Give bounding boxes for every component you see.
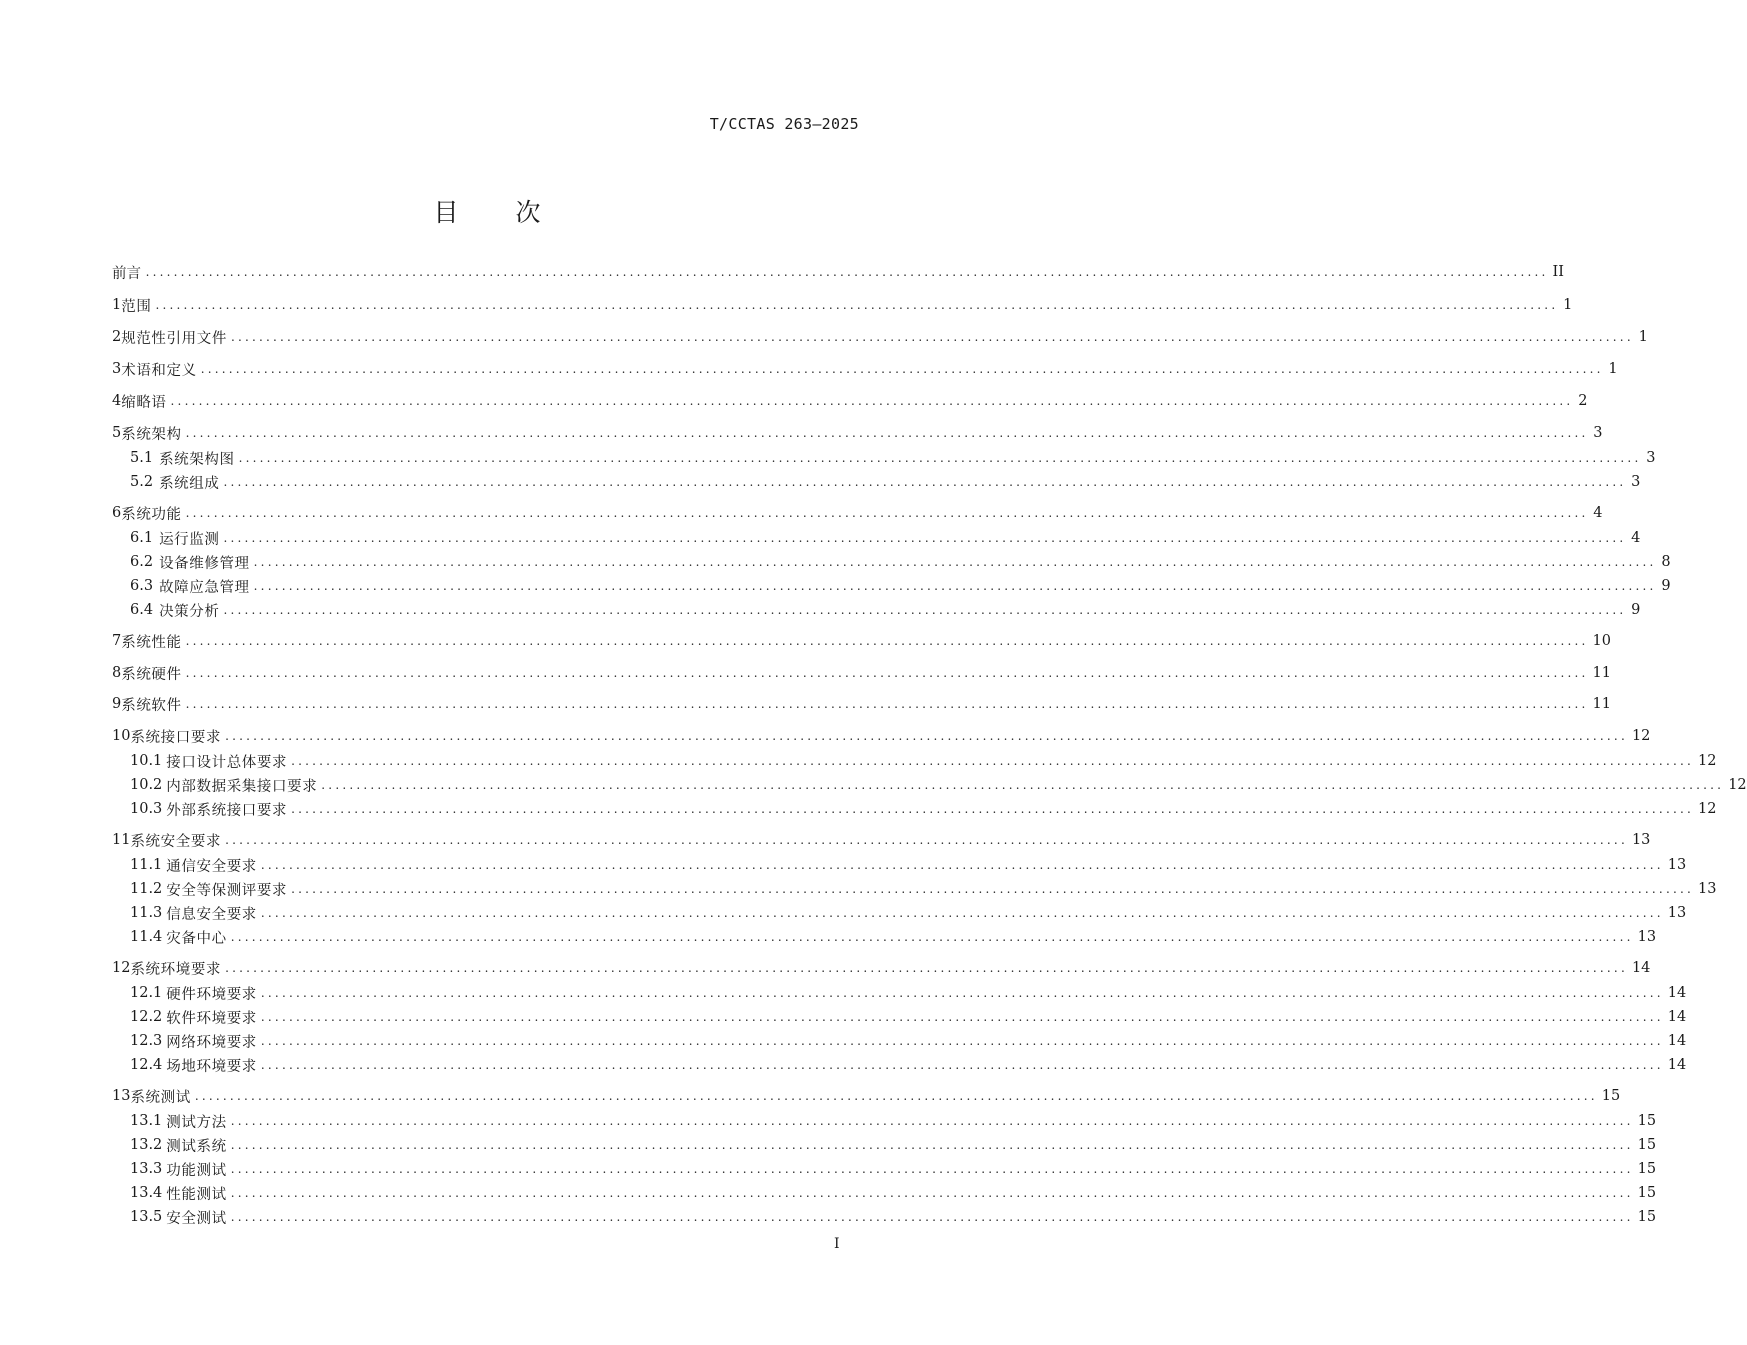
toc-entry[interactable] bbox=[112, 629, 1611, 653]
toc-entry-page: 1 bbox=[1608, 361, 1618, 377]
toc-entry-page: 2 bbox=[1578, 393, 1588, 409]
dot-leader: ........................................................................................................................................................................................................ bbox=[170, 394, 1574, 408]
dot-leader: ........................................................................................................................................................................................................ bbox=[260, 906, 1664, 920]
title-char-1: 目 bbox=[433, 198, 460, 227]
toc-entry-label: 言 bbox=[126, 265, 142, 282]
dot-leader: ........................................................................................................................................................................................................ bbox=[185, 666, 1589, 680]
dot-leader: ........................................................................................................................................................................................................ bbox=[185, 426, 1589, 440]
toc-entry-page: 11 bbox=[1592, 665, 1611, 681]
toc-entry-page: 15 bbox=[1637, 1161, 1657, 1177]
toc-entry-label: 运行监测 bbox=[159, 531, 220, 548]
dot-leader: ........................................................................................................................................................................................................ bbox=[253, 579, 1657, 593]
toc-entry-label: 软件环境要求 bbox=[166, 1010, 257, 1027]
toc-entry[interactable] bbox=[112, 724, 1651, 748]
toc-entry-number: 12 bbox=[112, 960, 131, 976]
toc-entry-label: 系统架构图 bbox=[159, 451, 235, 468]
toc-entry-page: 8 bbox=[1661, 554, 1671, 570]
toc-entry[interactable] bbox=[130, 1181, 1657, 1205]
toc-entry-page: 12 bbox=[1698, 801, 1717, 817]
toc-entry[interactable] bbox=[130, 446, 1656, 470]
toc-entry-number: 10 bbox=[112, 728, 131, 744]
toc-entry-page: 14 bbox=[1667, 985, 1687, 1001]
toc-entry[interactable] bbox=[130, 1053, 1687, 1077]
toc-entry-label: 安全测试 bbox=[166, 1210, 227, 1227]
toc-entry-number: 13.4 bbox=[130, 1185, 163, 1201]
dot-leader: ........................................................................................................................................................................................................ bbox=[155, 298, 1559, 312]
toc-entry-page: 4 bbox=[1593, 505, 1603, 521]
toc-entry-page: 15 bbox=[1601, 1088, 1621, 1104]
toc-entry[interactable] bbox=[130, 1133, 1657, 1157]
toc-entry[interactable] bbox=[130, 1005, 1687, 1029]
toc-entry-label: 故障应急管理 bbox=[159, 579, 250, 596]
toc-entry-number: 13 bbox=[112, 1088, 131, 1104]
toc-entry[interactable] bbox=[130, 749, 1717, 773]
toc-entry-number: 2 bbox=[112, 329, 122, 345]
toc-entry-number: 5 bbox=[112, 425, 122, 441]
toc-entry-page: 3 bbox=[1593, 425, 1603, 441]
dot-leader: ........................................................................................................................................................................................................ bbox=[260, 1058, 1664, 1072]
dot-leader: ........................................................................................................................................................................................................ bbox=[230, 1210, 1634, 1224]
dot-leader: ........................................................................................................................................................................................................ bbox=[223, 475, 1627, 489]
toc-entry-label: 规范性引用文件 bbox=[121, 330, 227, 347]
toc-entry-number: 7 bbox=[112, 633, 122, 649]
toc-entry-page: II bbox=[1552, 264, 1564, 280]
toc-entry-number: 6.4 bbox=[130, 602, 154, 618]
dot-leader: ........................................................................................................................................................................................................ bbox=[225, 729, 1628, 743]
toc-entry-number: 6 bbox=[112, 505, 122, 521]
toc-entry-number: 5.1 bbox=[130, 450, 154, 466]
toc-entry-number: 6.2 bbox=[130, 554, 154, 570]
toc-entry[interactable] bbox=[130, 598, 1641, 622]
standard-number: T/CCTAS 263—2025 bbox=[709, 115, 859, 133]
toc-entry-number: 6.1 bbox=[130, 530, 154, 546]
toc-entry-label: 设备维修管理 bbox=[159, 555, 250, 572]
toc-entry-number: 13.3 bbox=[130, 1161, 163, 1177]
toc-entry[interactable] bbox=[112, 421, 1603, 445]
toc-entry-page: 13 bbox=[1698, 881, 1717, 897]
toc-entry[interactable] bbox=[130, 773, 1747, 797]
toc-entry-number: 10.2 bbox=[130, 777, 163, 793]
dot-leader: ........................................................................................................................................................................................................ bbox=[223, 531, 1627, 545]
toc-entry-number: 前 bbox=[112, 265, 127, 282]
toc-entry-page: 14 bbox=[1667, 1033, 1687, 1049]
toc-entry-label: 系统性能 bbox=[121, 634, 182, 651]
toc-entry-number: 3 bbox=[112, 361, 122, 377]
toc-entry-number: 4 bbox=[112, 393, 122, 409]
toc-entry-label: 范围 bbox=[121, 298, 152, 315]
toc-entry-label: 网络环境要求 bbox=[166, 1034, 257, 1051]
dot-leader: ........................................................................................................................................................................................................ bbox=[225, 833, 1628, 847]
toc-entry-label: 信息安全要求 bbox=[166, 906, 257, 923]
toc-entry-number: 13.2 bbox=[130, 1137, 163, 1153]
toc-entry[interactable] bbox=[112, 1084, 1621, 1108]
toc-entry-label: 系统软件 bbox=[121, 697, 182, 714]
dot-leader: ........................................................................................................................................................................................................ bbox=[291, 754, 1694, 768]
toc-entry-page: 3 bbox=[1631, 474, 1641, 490]
toc-entry-number: 11.2 bbox=[130, 881, 163, 897]
toc-entry[interactable] bbox=[130, 901, 1687, 925]
toc-entry-page: 15 bbox=[1637, 1209, 1657, 1225]
dot-leader: ........................................................................................................................................................................................................ bbox=[185, 697, 1589, 711]
toc-entry[interactable] bbox=[112, 692, 1611, 716]
footer-page-number: I bbox=[834, 1236, 840, 1252]
toc-entry-page: 12 bbox=[1728, 777, 1747, 793]
toc-entry-page: 10 bbox=[1592, 633, 1611, 649]
dot-leader: ........................................................................................................................................................................................................ bbox=[230, 330, 1634, 344]
toc-entry-number: 9 bbox=[112, 696, 122, 712]
toc-entry-page: 13 bbox=[1667, 905, 1687, 921]
dot-leader: ........................................................................................................................................................................................................ bbox=[223, 603, 1627, 617]
toc-entry-page: 1 bbox=[1563, 297, 1573, 313]
toc-entry-page: 3 bbox=[1646, 450, 1656, 466]
toc-entry-number: 13.5 bbox=[130, 1209, 163, 1225]
toc-entry-label: 通信安全要求 bbox=[166, 858, 257, 875]
toc-entry[interactable] bbox=[112, 828, 1651, 852]
toc-entry-label: 系统架构 bbox=[121, 426, 182, 443]
toc-entry-label: 系统接口要求 bbox=[130, 729, 222, 746]
toc-entry-page: 12 bbox=[1698, 753, 1717, 769]
toc-entry[interactable] bbox=[112, 293, 1573, 317]
toc-entry[interactable] bbox=[130, 853, 1687, 877]
toc-entry-number: 11.4 bbox=[130, 929, 163, 945]
toc-entry-label: 测试方法 bbox=[166, 1114, 227, 1131]
toc-entry-label: 系统测试 bbox=[130, 1089, 191, 1106]
toc-entry-label: 测试系统 bbox=[166, 1138, 227, 1155]
dot-leader: ........................................................................................................................................................................................................ bbox=[253, 555, 1657, 569]
toc-entry-number: 5.2 bbox=[130, 474, 154, 490]
dot-leader: ........................................................................................................................................................................................................ bbox=[185, 634, 1589, 648]
toc-entry-number: 11.3 bbox=[130, 905, 163, 921]
toc-entry[interactable] bbox=[112, 260, 1564, 284]
dot-leader: ........................................................................................................................................................................................................ bbox=[230, 1162, 1634, 1176]
toc-entry[interactable] bbox=[130, 1109, 1657, 1133]
toc-entry-label: 内部数据采集接口要求 bbox=[166, 778, 318, 795]
dot-leader: ........................................................................................................................................................................................................ bbox=[185, 506, 1589, 520]
toc-entry-number: 10.3 bbox=[130, 801, 163, 817]
toc-entry-number: 11 bbox=[112, 832, 131, 848]
toc-entry-page: 4 bbox=[1631, 530, 1641, 546]
dot-leader: ........................................................................................................................................................................................................ bbox=[260, 858, 1664, 872]
toc-entry[interactable] bbox=[130, 1029, 1687, 1053]
toc-entry-label: 灾备中心 bbox=[166, 930, 227, 947]
toc-entry[interactable] bbox=[130, 877, 1717, 901]
toc-entry[interactable] bbox=[130, 1205, 1657, 1229]
toc-entry-label: 系统环境要求 bbox=[130, 961, 222, 978]
dot-leader: ........................................................................................................................................................................................................ bbox=[291, 802, 1694, 816]
toc-entry-page: 15 bbox=[1637, 1113, 1657, 1129]
dot-leader: ........................................................................................................................................................................................................ bbox=[230, 1138, 1634, 1152]
title-char-2: 次 bbox=[515, 198, 542, 227]
toc-entry[interactable] bbox=[130, 574, 1671, 598]
toc-entry-number: 12.4 bbox=[130, 1057, 163, 1073]
toc-entry-label: 系统硬件 bbox=[121, 666, 182, 683]
toc-entry-page: 11 bbox=[1592, 696, 1611, 712]
toc-entry-page: 15 bbox=[1637, 1137, 1657, 1153]
toc-entry[interactable] bbox=[112, 389, 1588, 413]
toc-entry-page: 12 bbox=[1631, 728, 1651, 744]
dot-leader: ........................................................................................................................................................................................................ bbox=[230, 1186, 1634, 1200]
toc-entry-label: 硬件环境要求 bbox=[166, 986, 257, 1003]
toc-entry[interactable] bbox=[130, 1157, 1657, 1181]
toc-entry-number: 12.1 bbox=[130, 985, 163, 1001]
dot-leader: ........................................................................................................................................................................................................ bbox=[200, 362, 1604, 376]
toc-entry-number: 1 bbox=[112, 297, 122, 313]
toc-entry-page: 14 bbox=[1667, 1009, 1687, 1025]
toc-entry-label: 系统安全要求 bbox=[130, 833, 222, 850]
toc-entry-page: 15 bbox=[1637, 1185, 1657, 1201]
toc-entry-label: 系统组成 bbox=[159, 475, 220, 492]
toc-entry-page: 9 bbox=[1631, 602, 1641, 618]
toc-entry-label: 场地环境要求 bbox=[166, 1058, 257, 1075]
dot-leader: ........................................................................................................................................................................................................ bbox=[260, 1010, 1664, 1024]
toc-entry[interactable] bbox=[130, 470, 1641, 494]
toc-entry-number: 6.3 bbox=[130, 578, 154, 594]
toc-entry-label: 外部系统接口要求 bbox=[166, 802, 288, 819]
toc-entry-label: 功能测试 bbox=[166, 1162, 227, 1179]
toc-entry[interactable] bbox=[112, 501, 1603, 525]
toc-entry-label: 缩略语 bbox=[121, 394, 167, 411]
dot-leader: ........................................................................................................................................................................................................ bbox=[260, 986, 1664, 1000]
toc-entry-label: 安全等保测评要求 bbox=[166, 882, 288, 899]
dot-leader: ........................................................................................................................................................................................................ bbox=[321, 778, 1725, 792]
toc-entry[interactable] bbox=[130, 797, 1717, 821]
toc-entry-number: 11.1 bbox=[130, 857, 163, 873]
toc-entry-label: 术语和定义 bbox=[121, 362, 197, 379]
toc-entry[interactable] bbox=[112, 956, 1651, 980]
toc-entry[interactable] bbox=[112, 325, 1648, 349]
toc-entry[interactable] bbox=[130, 981, 1687, 1005]
dot-leader: ........................................................................................................................................................................................................ bbox=[230, 1114, 1634, 1128]
toc-entry-page: 13 bbox=[1631, 832, 1651, 848]
toc-entry[interactable] bbox=[130, 550, 1671, 574]
toc-entry-number: 12.2 bbox=[130, 1009, 163, 1025]
dot-leader: ........................................................................................................................................................................................................ bbox=[145, 265, 1549, 279]
dot-leader: ........................................................................................................................................................................................................ bbox=[291, 882, 1694, 896]
toc-entry[interactable] bbox=[130, 925, 1657, 949]
dot-leader: ........................................................................................................................................................................................................ bbox=[238, 451, 1642, 465]
dot-leader: ........................................................................................................................................................................................................ bbox=[230, 930, 1634, 944]
dot-leader: ........................................................................................................................................................................................................ bbox=[260, 1034, 1664, 1048]
toc-entry-label: 性能测试 bbox=[166, 1186, 227, 1203]
toc-entry-label: 接口设计总体要求 bbox=[166, 754, 288, 771]
toc-entry-label: 系统功能 bbox=[121, 506, 182, 523]
toc-entry[interactable] bbox=[112, 357, 1618, 381]
toc-entry-label: 决策分析 bbox=[159, 603, 220, 620]
toc-entry[interactable] bbox=[130, 526, 1641, 550]
page-title bbox=[0, 193, 975, 229]
toc-entry-page: 14 bbox=[1631, 960, 1651, 976]
toc-entry-page: 1 bbox=[1638, 329, 1648, 345]
toc-entry-page: 14 bbox=[1667, 1057, 1687, 1073]
toc-entry-number: 8 bbox=[112, 665, 122, 681]
toc-entry-number: 12.3 bbox=[130, 1033, 163, 1049]
toc-entry-number: 10.1 bbox=[130, 753, 163, 769]
toc-entry-page: 9 bbox=[1661, 578, 1671, 594]
toc-entry[interactable] bbox=[112, 661, 1611, 685]
toc-entry-number: 13.1 bbox=[130, 1113, 163, 1129]
dot-leader: ........................................................................................................................................................................................................ bbox=[225, 961, 1628, 975]
dot-leader: ........................................................................................................................................................................................................ bbox=[194, 1089, 1598, 1103]
toc-entry-page: 13 bbox=[1667, 857, 1687, 873]
toc-entry-page: 13 bbox=[1637, 929, 1657, 945]
